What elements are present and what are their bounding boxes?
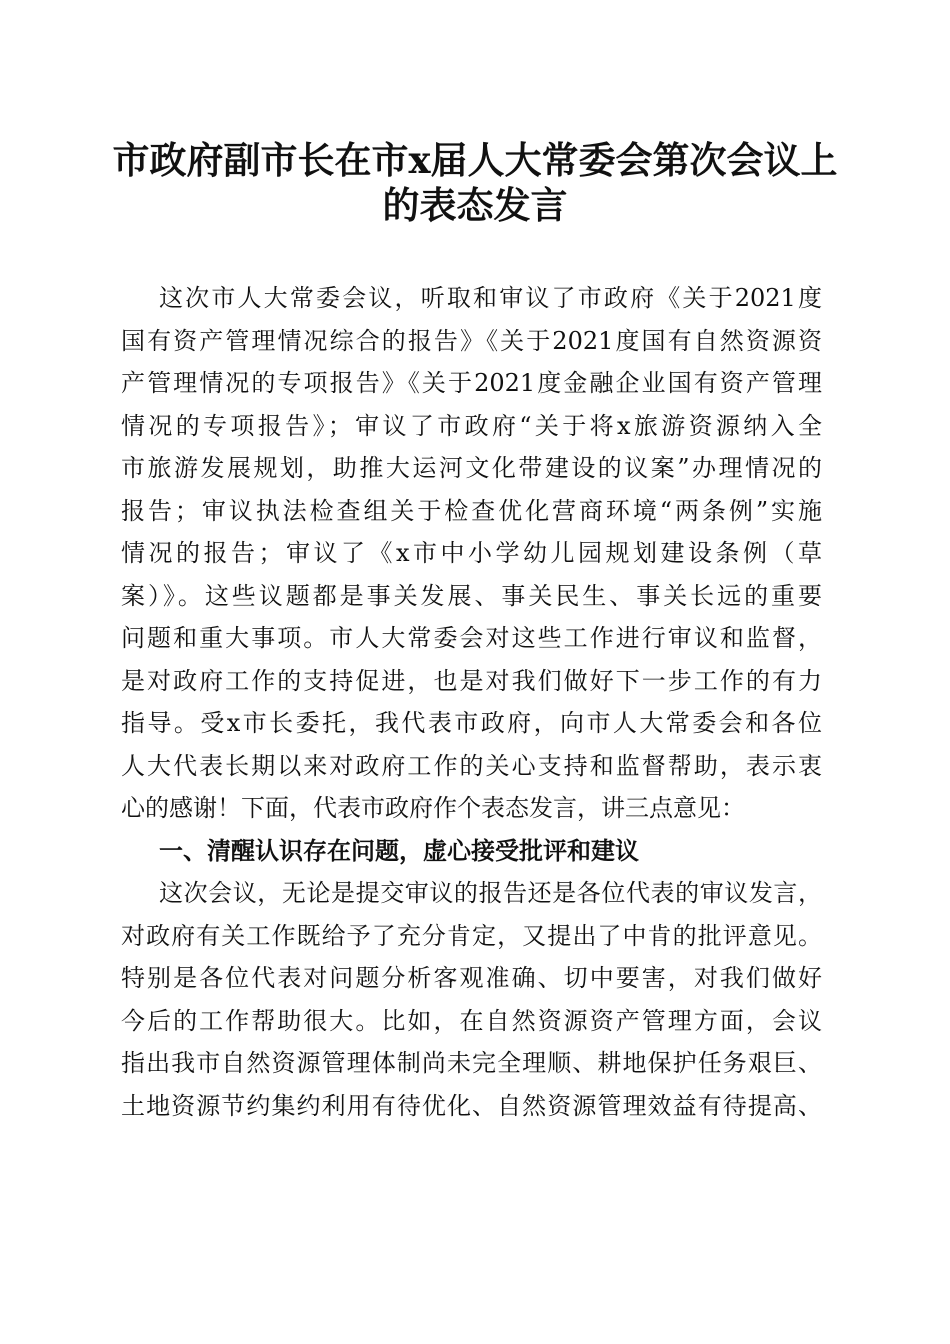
text-line: 土地资源节约集约利用有待优化、自然资源管理效益有待提高、 [121, 1091, 822, 1120]
section-heading: 一、清醒认识存在问题，虚心接受批评和建议 [159, 837, 639, 865]
text-line: 指导。受x市长委托，我代表市政府，向市人大常委会和各位 [121, 709, 822, 737]
text-line: 国有资产管理情况综合的报告》《关于2021度国有自然资源资 [121, 326, 822, 355]
text-line: 心的感谢！下面，代表市政府作个表态发言，讲三点意见： [121, 794, 745, 822]
text-line: 对政府有关工作既给予了充分肯定，又提出了中肯的批评意见。 [121, 921, 822, 950]
text-line: 报告；审议执法检查组关于检查优化营商环境“两条例”实施 [121, 496, 822, 525]
text-line: 情况的报告；审议了《x市中小学幼儿园规划建设条例（草 [121, 539, 822, 567]
text-line: 案）》。这些议题都是事关发展、事关民生、事关长远的重要 [121, 581, 822, 610]
text-line: 是对政府工作的支持促进，也是对我们做好下一步工作的有力 [121, 666, 822, 695]
document-title-line-2: 的表态发言 [382, 183, 568, 227]
text-line: 情况的专项报告》；审议了市政府“关于将x旅游资源纳入全 [121, 411, 822, 440]
text-line: 人大代表长期以来对政府工作的关心支持和监督帮助，表示衷 [121, 751, 822, 780]
text-line: 市旅游发展规划，助推大运河文化带建设的议案”办理情况的 [121, 454, 822, 482]
text-line: 这次会议，无论是提交审议的报告还是各位代表的审议发言， [159, 879, 822, 907]
text-line: 产管理情况的专项报告》《关于2021度金融企业国有资产管理 [121, 369, 822, 397]
text-line: 今后的工作帮助很大。比如，在自然资源资产管理方面，会议 [121, 1006, 822, 1035]
text-line: 特别是各位代表对问题分析客观准确、切中要害，对我们做好 [121, 964, 822, 992]
text-line: 问题和重大事项。市人大常委会对这些工作进行审议和监督， [121, 624, 822, 652]
text-line: 指出我市自然资源管理体制尚未完全理顺、耕地保护任务艰巨、 [121, 1049, 822, 1077]
document-title-line-1: 市政府副市长在市x届人大常委会第次会议上 [112, 138, 838, 182]
text-line: 这次市人大常委会议，听取和审议了市政府《关于2021度 [159, 284, 822, 312]
